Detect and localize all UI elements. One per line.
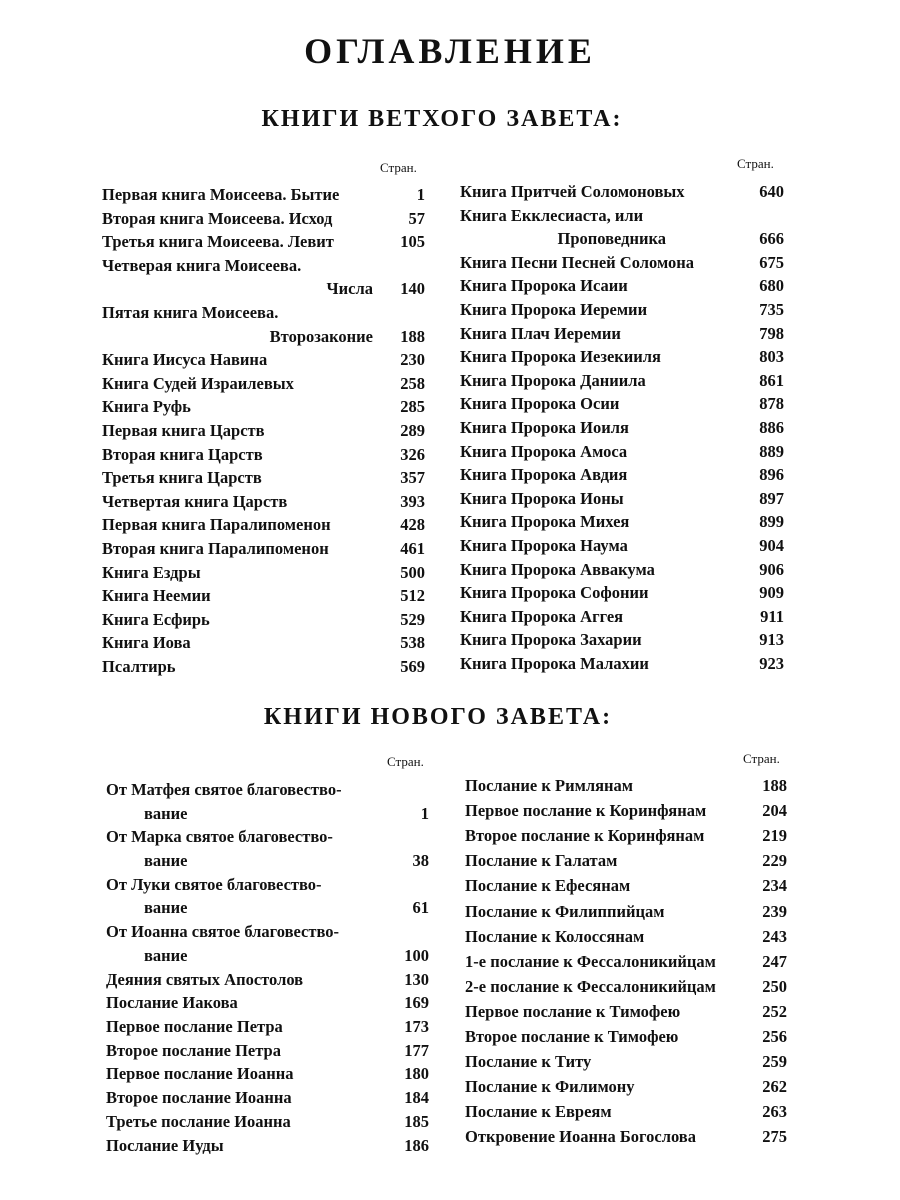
toc-entry-page: 500 xyxy=(400,562,425,582)
toc-entry-page: 904 xyxy=(759,536,784,555)
toc-entry-title: Книга Пророка Осии xyxy=(460,394,620,414)
toc-entry-title: Книга Пророка Михея xyxy=(460,512,630,532)
toc-entry[interactable] xyxy=(102,586,425,610)
toc-entry[interactable] xyxy=(106,827,429,874)
toc-entry-page: 529 xyxy=(400,609,425,629)
toc-entry-title: Третья книга Царств xyxy=(102,468,262,488)
toc-entry-page: 680 xyxy=(759,276,784,296)
toc-entry-page: 100 xyxy=(404,945,429,965)
toc-entry[interactable] xyxy=(102,633,425,657)
toc-entry[interactable] xyxy=(106,1136,429,1160)
toc-entry[interactable] xyxy=(465,826,787,851)
toc-entry-continuation: Второзаконие xyxy=(269,326,373,346)
toc-entry-title: От Луки святое благовество- xyxy=(106,874,322,894)
toc-entry-title: Первое послание к Коринфянам xyxy=(465,801,707,821)
toc-entry-title: От Матфея святое благовество- xyxy=(106,780,342,799)
toc-entry-page: 188 xyxy=(400,326,425,346)
toc-entry-page: 289 xyxy=(400,421,425,440)
toc-entry[interactable] xyxy=(106,970,429,994)
toc-entry-title: Второе послание Петра xyxy=(106,1040,281,1060)
toc-entry-title: Книга Притчей Соломоновых xyxy=(460,182,685,201)
toc-entry[interactable] xyxy=(465,1127,787,1152)
toc-entry-title: Книга Пророка Иезекииля xyxy=(460,347,661,367)
toc-entry-title: Второе послание Иоанна xyxy=(106,1088,292,1108)
toc-entry-page: 675 xyxy=(759,252,784,272)
toc-entry-title: Книга Пророка Софонии xyxy=(460,583,649,603)
toc-entry[interactable] xyxy=(102,563,425,587)
toc-entry[interactable] xyxy=(465,1052,787,1077)
new-testament-heading: КНИГИ НОВОГО ЗАВЕТА: xyxy=(263,704,613,730)
toc-entry-continuation: Проповедника xyxy=(557,229,666,249)
toc-entry[interactable] xyxy=(460,371,784,395)
toc-entry-page: 911 xyxy=(760,606,784,626)
toc-entry[interactable] xyxy=(106,922,429,969)
toc-entry[interactable] xyxy=(465,851,787,876)
toc-entry-title: Книга Пророка Иеремии xyxy=(460,300,648,319)
toc-entry-page: 262 xyxy=(762,1077,787,1097)
toc-entry-continuation: Числа xyxy=(326,279,373,299)
toc-entry-title: Псалтирь xyxy=(102,657,176,676)
toc-entry-title: Четвертая книга Царств xyxy=(102,491,288,511)
toc-entry[interactable] xyxy=(106,1064,429,1088)
toc-entry-title: От Иоанна святое благовество- xyxy=(106,922,339,942)
toc-entry-page: 569 xyxy=(400,657,425,676)
toc-entry[interactable] xyxy=(460,300,784,324)
toc-entry-page: 878 xyxy=(759,394,784,414)
toc-entry[interactable] xyxy=(465,1102,787,1127)
toc-entry-title: Третье послание Иоанна xyxy=(106,1111,291,1131)
toc-entry-page: 393 xyxy=(400,491,425,511)
toc-entry[interactable] xyxy=(460,276,784,300)
toc-entry-title: Послание к Филимону xyxy=(465,1077,635,1097)
toc-entry-title: Послание Иуды xyxy=(106,1135,224,1155)
toc-entry-page: 906 xyxy=(759,559,784,579)
toc-entry-title: Книга Судей Израилевых xyxy=(102,373,294,393)
toc-entry[interactable] xyxy=(460,347,784,371)
toc-entry-title: Послание к Галатам xyxy=(465,851,618,871)
toc-entry-page: 897 xyxy=(759,488,784,508)
toc-entry-continuation: вание xyxy=(144,898,188,918)
toc-entry[interactable] xyxy=(106,1088,429,1112)
toc-entry-title: Книга Пророка Наума xyxy=(460,536,628,555)
toc-entry-continuation: вание xyxy=(144,803,188,823)
toc-entry-title: Второе послание к Коринфянам xyxy=(465,826,705,846)
toc-entry-page: 1 xyxy=(420,803,429,823)
toc-entry-page: 889 xyxy=(759,441,784,461)
toc-entry[interactable] xyxy=(460,442,784,466)
toc-entry-title: Послание к Филиппийцам xyxy=(465,901,665,921)
toc-entry-page: 258 xyxy=(400,373,425,393)
toc-entry[interactable] xyxy=(102,539,425,563)
toc-entry-page: 229 xyxy=(762,851,787,871)
toc-entry[interactable] xyxy=(465,1002,787,1027)
toc-entry[interactable] xyxy=(460,324,784,348)
toc-entry[interactable] xyxy=(102,515,425,539)
toc-entry-continuation: вание xyxy=(144,945,188,965)
toc-entry[interactable] xyxy=(460,583,784,607)
toc-entry[interactable] xyxy=(102,610,425,634)
toc-entry-page: 219 xyxy=(762,826,787,846)
toc-entry[interactable] xyxy=(102,397,425,421)
toc-entry-page: 239 xyxy=(762,901,787,921)
toc-entry-page: 666 xyxy=(759,229,784,249)
toc-entry[interactable] xyxy=(460,489,784,513)
toc-entry[interactable] xyxy=(460,418,784,442)
toc-entry-page: 247 xyxy=(762,951,787,971)
toc-entry-page: 173 xyxy=(404,1017,429,1036)
toc-entry-title: 2-е послание к Фессалоникийцам xyxy=(465,976,716,996)
toc-entry-title: Книга Пророка Аггея xyxy=(460,606,624,626)
toc-entry-title: Пятая книга Моисеева. xyxy=(102,303,279,322)
toc-entry[interactable] xyxy=(460,394,784,418)
toc-entry-page: 185 xyxy=(404,1111,429,1131)
toc-entry-title: Книга Пророка Аввакума xyxy=(460,559,655,579)
toc-entry-title: Послание к Ефесянам xyxy=(465,876,631,896)
toc-entry-page: 230 xyxy=(400,350,425,370)
toc-entry-title: Четверая книга Моисеева. xyxy=(102,255,302,275)
toc-entry-page: 285 xyxy=(400,397,425,417)
toc-entry-page: 234 xyxy=(762,876,787,896)
toc-entry-title: Первая книга Моисеева. Бытие xyxy=(102,185,340,204)
toc-entry-title: 1-е послание к Фессалоникийцам xyxy=(465,951,716,971)
toc-entry[interactable] xyxy=(460,182,784,206)
toc-entry[interactable] xyxy=(106,993,429,1017)
toc-entry-title: Книга Пророка Ионы xyxy=(460,488,624,508)
toc-entry-page: 169 xyxy=(404,993,429,1013)
toc-entry[interactable] xyxy=(106,1041,429,1065)
toc-entry[interactable] xyxy=(465,927,787,952)
toc-entry-title: Послание к Колоссянам xyxy=(465,926,645,946)
toc-entry-title: Первое послание Иоанна xyxy=(106,1064,294,1084)
toc-entry-title: Вторая книга Моисеева. Исход xyxy=(102,208,333,228)
toc-entry-title: Книга Пророка Авдия xyxy=(460,465,628,485)
toc-entry[interactable] xyxy=(465,902,787,927)
toc-entry[interactable] xyxy=(102,374,425,398)
toc-entry-title: Послание к Римлянам xyxy=(465,776,634,795)
toc-entry-page: 275 xyxy=(762,1127,787,1147)
toc-entry[interactable] xyxy=(460,253,784,277)
toc-entry-page: 256 xyxy=(762,1027,787,1046)
toc-entry-page: 38 xyxy=(412,851,429,871)
toc-entry-title: Деяния святых Апостолов xyxy=(106,969,304,989)
toc-entry-title: Книга Пророка Амоса xyxy=(460,441,628,461)
toc-entry-page: 886 xyxy=(759,418,784,437)
toc-entry-page: 204 xyxy=(762,801,787,821)
toc-entry-page: 735 xyxy=(759,300,784,319)
toc-entry-title: Книга Неемии xyxy=(102,586,211,606)
toc-entry[interactable] xyxy=(106,1017,429,1041)
toc-entry-page: 512 xyxy=(400,586,425,606)
toc-entry-page: 61 xyxy=(412,898,429,918)
toc-entry-title: Книга Пророка Даниила xyxy=(460,370,646,390)
toc-entry-title: Первое послание к Тимофею xyxy=(465,1001,681,1021)
toc-entry-title: Книга Екклесиаста, или xyxy=(460,205,644,225)
toc-entry-continuation: вание xyxy=(144,851,188,871)
toc-entry[interactable] xyxy=(460,560,784,584)
toc-entry-page: 861 xyxy=(759,370,784,390)
toc-entry-page: 259 xyxy=(762,1052,787,1072)
toc-entry[interactable] xyxy=(102,256,425,303)
toc-entry[interactable] xyxy=(102,232,425,256)
toc-entry[interactable] xyxy=(465,776,787,801)
toc-entry-title: Книга Плач Иеремии xyxy=(460,323,621,343)
page-title: ОГЛАВЛЕНИЕ xyxy=(304,31,596,71)
toc-entry[interactable] xyxy=(465,1027,787,1052)
toc-entry-title: Книга Руфь xyxy=(102,397,191,417)
toc-entry[interactable] xyxy=(102,209,425,233)
toc-entry-page: 428 xyxy=(400,515,425,535)
toc-entry[interactable] xyxy=(460,512,784,536)
toc-entry-title: Послание к Евреям xyxy=(465,1102,612,1122)
toc-entry-title: Книга Пророка Исаии xyxy=(460,276,628,296)
toc-entry-title: Книга Иова xyxy=(102,633,191,653)
toc-entry-page: 263 xyxy=(762,1102,787,1122)
toc-entry-page: 252 xyxy=(762,1001,787,1021)
toc-entry[interactable] xyxy=(460,630,784,654)
toc-entry-page: 357 xyxy=(400,468,425,488)
toc-entry[interactable] xyxy=(102,657,425,681)
toc-entry-page: 326 xyxy=(400,444,425,464)
toc-entry-title: Книга Пророка Иоиля xyxy=(460,418,629,437)
toc-entry-page: 140 xyxy=(400,279,425,299)
toc-entry[interactable] xyxy=(465,952,787,977)
toc-entry[interactable] xyxy=(465,876,787,901)
toc-entry-title: Книга Иисуса Навина xyxy=(102,350,268,370)
nt-right-page-label: Стран. xyxy=(743,751,780,766)
toc-entry[interactable] xyxy=(465,977,787,1002)
toc-entry-title: Первое послание Петра xyxy=(106,1017,283,1036)
toc-entry-page: 538 xyxy=(400,633,425,653)
toc-entry-page: 803 xyxy=(759,347,784,367)
toc-entry[interactable] xyxy=(465,1077,787,1102)
toc-entry[interactable] xyxy=(460,607,784,631)
toc-entry-title: Вторая книга Царств xyxy=(102,444,263,464)
toc-entry-page: 250 xyxy=(762,976,787,996)
toc-entry[interactable] xyxy=(102,468,425,492)
toc-entry[interactable] xyxy=(106,1112,429,1136)
toc-entry-title: Послание к Титу xyxy=(465,1052,592,1072)
toc-entry-title: Книга Ездры xyxy=(102,562,201,582)
toc-entry-page: 899 xyxy=(759,512,784,532)
toc-entry[interactable] xyxy=(106,780,429,827)
toc-entry-title: Книга Есфирь xyxy=(102,609,210,629)
toc-entry-page: 243 xyxy=(762,926,787,946)
toc-entry-title: Книга Пророка Малахии xyxy=(460,654,649,673)
toc-entry-title: Третья книга Моисеева. Левит xyxy=(102,232,334,252)
toc-entry-page: 180 xyxy=(404,1064,429,1084)
toc-entry[interactable] xyxy=(460,654,784,678)
toc-entry-page: 130 xyxy=(404,969,429,989)
toc-entry-title: Откровение Иоанна Богослова xyxy=(465,1127,696,1147)
toc-entry-page: 186 xyxy=(404,1135,429,1155)
toc-entry[interactable] xyxy=(102,492,425,516)
toc-entry[interactable] xyxy=(102,185,425,209)
toc-entry-page: 1 xyxy=(416,185,425,204)
toc-entry[interactable] xyxy=(102,445,425,469)
toc-entry-title: Послание Иакова xyxy=(106,993,238,1013)
toc-entry-title: Книга Пророка Захарии xyxy=(460,630,642,650)
nt-left-page-label: Стран. xyxy=(387,754,424,769)
toc-entry-title: От Марка святое благовество- xyxy=(106,827,333,847)
toc-entry-page: 177 xyxy=(404,1040,429,1060)
toc-entry-page: 640 xyxy=(759,182,784,201)
toc-entry-page: 105 xyxy=(400,232,425,252)
ot-left-page-label: Стран. xyxy=(380,160,417,175)
ot-right-page-label: Стран. xyxy=(737,156,774,171)
toc-entry-page: 896 xyxy=(759,465,784,485)
toc-entry-page: 461 xyxy=(400,539,425,558)
toc-entry-page: 57 xyxy=(408,208,425,228)
toc-entry[interactable] xyxy=(106,875,429,922)
toc-entry-title: Второе послание к Тимофею xyxy=(465,1027,679,1046)
toc-entry-title: Книга Песни Песней Соломона xyxy=(460,252,694,272)
toc-entry[interactable] xyxy=(460,536,784,560)
old-testament-heading: КНИГИ ВЕТХОГО ЗАВЕТА: xyxy=(261,106,623,132)
toc-entry-page: 184 xyxy=(404,1088,429,1108)
toc-entry-page: 923 xyxy=(759,654,784,673)
toc-entry-page: 798 xyxy=(759,323,784,343)
toc-entry-page: 913 xyxy=(759,630,784,650)
toc-entry[interactable] xyxy=(460,465,784,489)
toc-entry[interactable] xyxy=(465,801,787,826)
toc-entry-title: Вторая книга Паралипоменон xyxy=(102,539,329,558)
toc-entry-title: Первая книга Царств xyxy=(102,421,265,440)
toc-entry-title: Первая книга Паралипоменон xyxy=(102,515,331,535)
toc-entry[interactable] xyxy=(102,350,425,374)
toc-entry-page: 909 xyxy=(759,583,784,603)
toc-entry[interactable] xyxy=(102,421,425,445)
toc-entry-page: 188 xyxy=(762,776,787,795)
toc-entry[interactable] xyxy=(102,303,425,350)
toc-entry[interactable] xyxy=(460,206,784,253)
